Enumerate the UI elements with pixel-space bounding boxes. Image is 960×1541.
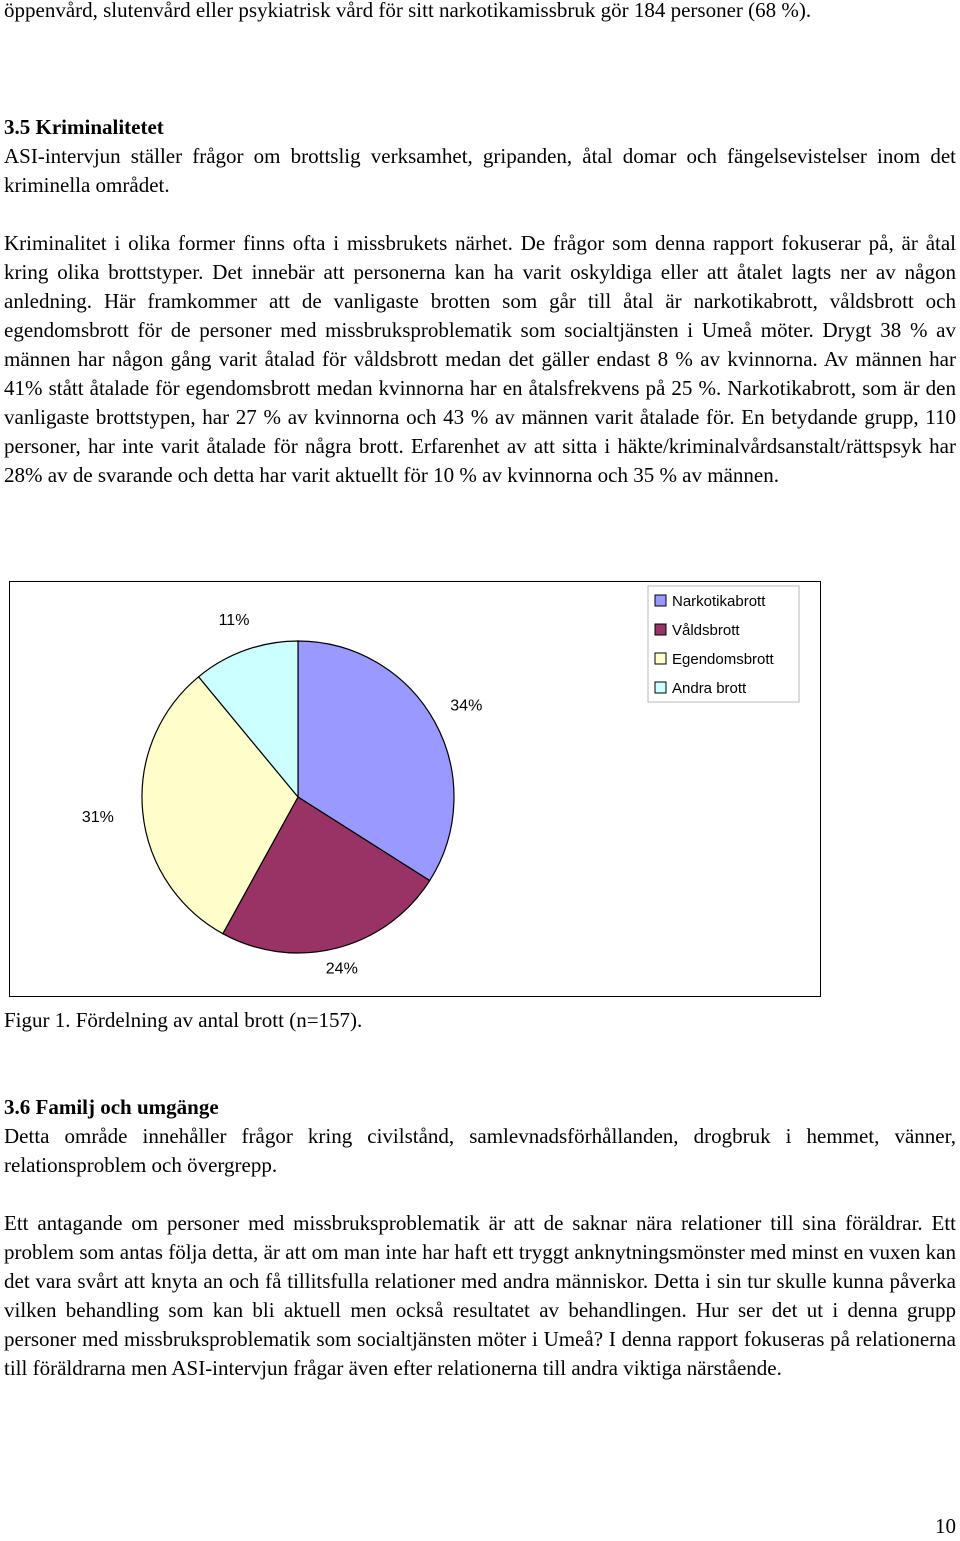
paragraph-intro: öppenvård, slutenvård eller psykiatrisk vård för sitt narkotikamissbruk gör 184 personer (68 %). [4, 0, 812, 22]
paragraph-3-5-b: Kriminalitet i olika former finns ofta i missbrukets närhet. De frågor som denna rapport fokuserar på, är åtal kring olika brottstyper. Det innebär att personerna kan ha varit oskyldiga eller att åtalet lagts ner av någon anledning. Här framkommer att de vanligaste brotten som går till åtal är narkotikabrott, våldsbrott och egendomsbrott för de personer med missbruksproblematik som socialtjänsten i Umeå möter. Drygt 38 % av männen har någon gång varit åtalad för våldsbrott medan det gäller endast 8 % av kvinnorna. Av männen har 41% stått åtalade för egendomsbrott medan kvinnorna har en åtalsfrekvens på 25 %. Narkotikabrott, som är den vanligaste brottstypen, har 27 % av kvinnorna och 43 % av männen varit åtalade för. En betydande grupp, 110 personer, har inte varit åtalade för några brott. Erfarenhet av att sitta i häkte/kriminalvårdsanstalt/rättspsyk har 28% av de svarande och detta har varit aktuellt för 10 % av kvinnorna och 35 % av männen. [4, 231, 956, 487]
legend [648, 586, 799, 702]
pie-slice-label: 31% [81, 808, 114, 826]
pie-chart-frame [9, 581, 821, 997]
figure-caption: Figur 1. Fördelning av antal brott (n=157). [4, 1008, 363, 1032]
legend-label: Andra brott [672, 680, 747, 697]
heading-section-3-6: 3.6 Familj och umgänge [4, 1095, 219, 1119]
legend-swatch [655, 595, 666, 606]
heading-section-3-5: 3.5 Kriminalitetet [4, 115, 164, 139]
paragraph-3-6-a: Detta område innehåller frågor kring civilstånd, samlevnadsförhållanden, drogbruk i hemmet, vänner, relationsproblem och övergrepp. [4, 1124, 956, 1177]
legend-swatch [655, 653, 666, 664]
pie-slice-label: 11% [218, 612, 250, 630]
paragraph-3-5-a: ASI-intervjun ställer frågor om brottslig verksamhet, gripanden, åtal domar och fängelsevistelser inom det kriminella området. [4, 144, 956, 197]
legend-swatch [655, 624, 666, 635]
pie-chart [10, 582, 822, 998]
legend-label: Narkotikabrott [672, 593, 766, 610]
pie-slices [142, 641, 454, 953]
page-number: 10 [935, 1514, 956, 1538]
legend-swatch [655, 682, 666, 693]
legend-label: Egendomsbrott [672, 651, 774, 668]
pie-slice-label: 34% [450, 697, 483, 715]
paragraph-3-6-b: Ett antagande om personer med missbruksproblematik är att de saknar nära relationer till sina föräldrar. Ett problem som antas följa detta, är att om man inte har haft ett tryggt anknytningsmönster med minst en vuxen kan det vara svårt att knyta an och få tillitsfulla relationer med andra människor. Detta i sin tur skulle kunna påverka vilken behandling som kan bli aktuell men också resultatet av behandlingen. Hur ser det ut i denna grupp personer med missbruksproblematik som socialtjänsten möter i Umeå? I denna rapport fokuseras på relationerna till föräldrarna men ASI-intervjun frågar även efter relationerna till andra viktiga närstående. [4, 1211, 956, 1380]
legend-label: Våldsbrott [672, 622, 740, 639]
pie-slice-label: 24% [325, 960, 358, 978]
